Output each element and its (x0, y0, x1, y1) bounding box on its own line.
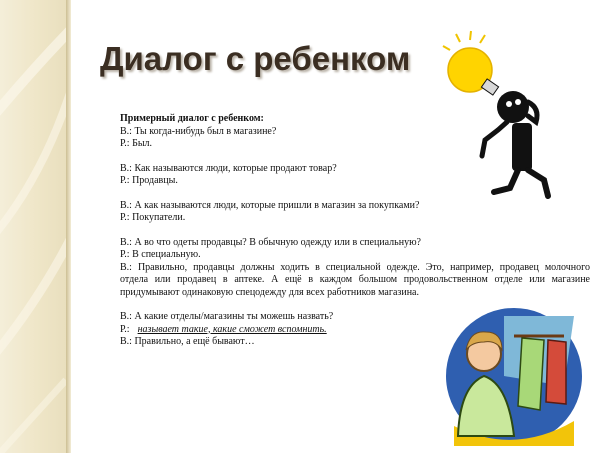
dialog-italic-note: называет такие, какие сможет вспомнить. (137, 323, 327, 335)
dialog-line: В.: Правильно, а ещё бывают… (120, 336, 255, 347)
dialog-line: придумывают одинаковую спецодежду для всех работников магазина. (120, 286, 419, 298)
dialog-line: В.: А как называются люди, которые пришли в магазин за покупками? (120, 199, 420, 211)
slide-title: Диалог с ребенком (100, 40, 411, 77)
thinking-figure-clipart (440, 30, 590, 200)
shop-assistant-clipart (444, 306, 584, 446)
dialog-line: Р.: Покупатели. (120, 212, 186, 223)
dialog-line: Р.: В специальную. (120, 249, 201, 260)
dialog-line: отдела или продавец в аптеке. А ещё в каждом большом продовольственном отделе или магазине (120, 274, 590, 285)
dialog-line: В.: А во что одеты продавцы? В обычную одежду или в специальную? (120, 236, 421, 248)
decorative-sidebar (0, 0, 66, 453)
sidebar-swirl-decoration (0, 0, 66, 453)
dialog-line: В.: Как называются люди, которые продают товар? (120, 162, 337, 174)
dialog-line: В.: Правильно, продавцы должны ходить в специальной одежде. Это, например, продавец молочного (120, 261, 590, 273)
dialog-line: Р.: Был. (120, 138, 153, 149)
dialog-heading: Примерный диалог с ребенком: (120, 113, 264, 124)
dialog-speaker: Р.: (120, 323, 130, 335)
dialog-line: В.: А какие отделы/магазины ты можешь назвать? (120, 311, 334, 322)
dialog-line: В.: Ты когда-нибудь был в магазине? (120, 125, 277, 137)
sidebar-edge (66, 0, 71, 453)
dialog-line: Р.: Продавцы. (120, 175, 178, 186)
